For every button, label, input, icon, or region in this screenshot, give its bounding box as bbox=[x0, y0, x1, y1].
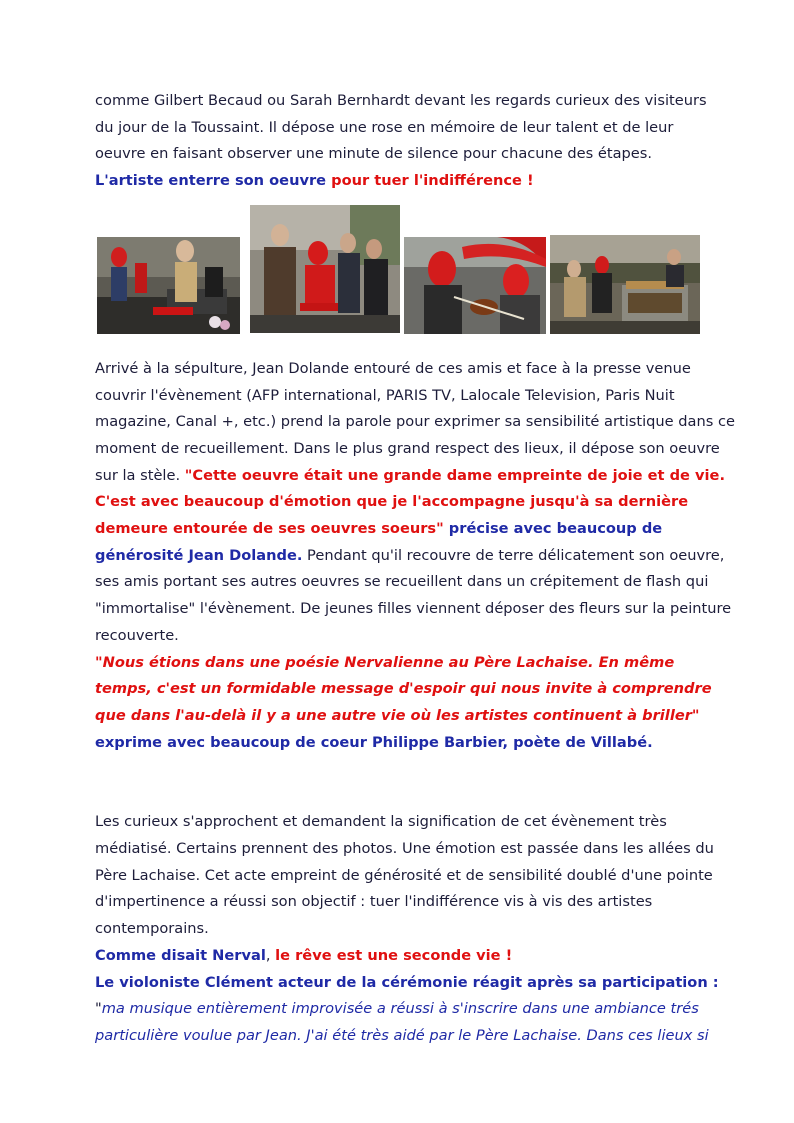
dolande-attribution: précise avec beaucoup de générosité Jean Dolande. bbox=[95, 520, 663, 564]
violinist-quote: ma musique entièrement improvisée a réussi à s'inscrire dans une ambiance trés particulière voulue par Jean. J'ai été très aidé par le Père Lachaise. Dans ces lieux si bbox=[95, 1000, 709, 1044]
photo-masked-violinist-icon bbox=[404, 237, 546, 334]
photo-strip bbox=[97, 205, 707, 335]
photo-group-red-sculpture bbox=[250, 205, 400, 333]
photo-cemetery-crowd bbox=[550, 235, 700, 334]
intro-line-1: comme Gilbert Becaud ou Sarah Bernhardt devant les regards curieux des visiteurs bbox=[95, 92, 707, 109]
paragraph-curious: Les curieux s'approchent et demandent la signification de cet évènement très médiatisé. Certains prennent des photos. Une émotion est passée dans les allées du Père Lachaise. Cet acte empreint de générosité et de sensibilité doublé d'une pointe d'impertinence a réussi son objectif : tuer l'indifférence vis à vis des artistes contemporains. bbox=[95, 813, 714, 938]
heading-blue-text: L'artiste enterre son oeuvre bbox=[95, 172, 332, 190]
nerval-red: le rêve est une seconde vie ! bbox=[275, 946, 513, 964]
barbier-attribution: exprime avec beaucoup de coeur Philippe Barbier, poète de Villabé. bbox=[95, 733, 653, 751]
section-heading bbox=[95, 168, 735, 195]
violinist-quote-open: " bbox=[95, 1000, 102, 1018]
paragraph-ceremony bbox=[95, 356, 735, 650]
photo-red-mask-crowd-icon bbox=[97, 237, 240, 334]
intro-line-2: du jour de la Toussaint. Il dépose une rose en mémoire de leur talent et de leur bbox=[95, 118, 674, 136]
ceremony-text-2: Pendant qu'il recouvre de terre délicatement son oeuvre, ses amis portant ses autres oeuvres se recueillent dans un crépitement de flash qui "immortalise" l'évènement. De jeunes filles viennent déposer des fleurs sur la peinture recouverte. bbox=[95, 546, 732, 644]
photo-masked-violinist bbox=[404, 237, 546, 334]
intro-line-3: oeuvre en faisant observer une minute de silence pour chacune des étapes. bbox=[95, 145, 653, 163]
barbier-quote-block bbox=[95, 650, 735, 730]
heading-red-text: pour tuer l'indifférence ! bbox=[331, 172, 534, 190]
violinist-intro: Le violoniste Clément acteur de la cérémonie réagit après sa participation : bbox=[95, 973, 719, 991]
photo-group-red-sculpture-icon bbox=[250, 205, 400, 333]
nerval-separator: , bbox=[265, 946, 276, 964]
ceremony-text-1: Arrivé à la sépulture, Jean Dolande entouré de ces amis et face à la presse venue couvrir l'évènement (AFP international, PARIS TV, Lalocale Television, Paris Nuit magazine, Canal +, etc.) prend la parole pour exprimer sa sensibilité artistique dans ce moment de recueillement. Dans le plus grand respect des lieux, il dépose son oeuvre sur la stèle. bbox=[95, 359, 735, 484]
paragraph-gap bbox=[95, 756, 735, 809]
nerval-blue: Comme disait Nerval bbox=[95, 946, 266, 964]
dolande-quote: "Cette oeuvre était une grande dame empreinte de joie et de vie. C'est avec beaucoup d'émotion que je l'accompagne jusqu'à sa dernière demeure entourée de ses oeuvres soeurs" bbox=[95, 466, 725, 538]
nerval-line bbox=[95, 943, 735, 970]
barbier-attribution-line bbox=[95, 730, 735, 757]
barbier-quote: "Nous étions dans une poésie Nervalienne au Père Lachaise. En même temps, c'est un formidable message d'espoir qui nous invite à comprendre que dans l'au-delà il y a une autre vie où les artistes continuent à briller" bbox=[95, 653, 712, 724]
violinist-paragraph bbox=[95, 970, 735, 1050]
photo-cemetery-crowd-icon bbox=[550, 235, 700, 334]
photo-red-mask-crowd bbox=[97, 237, 240, 334]
